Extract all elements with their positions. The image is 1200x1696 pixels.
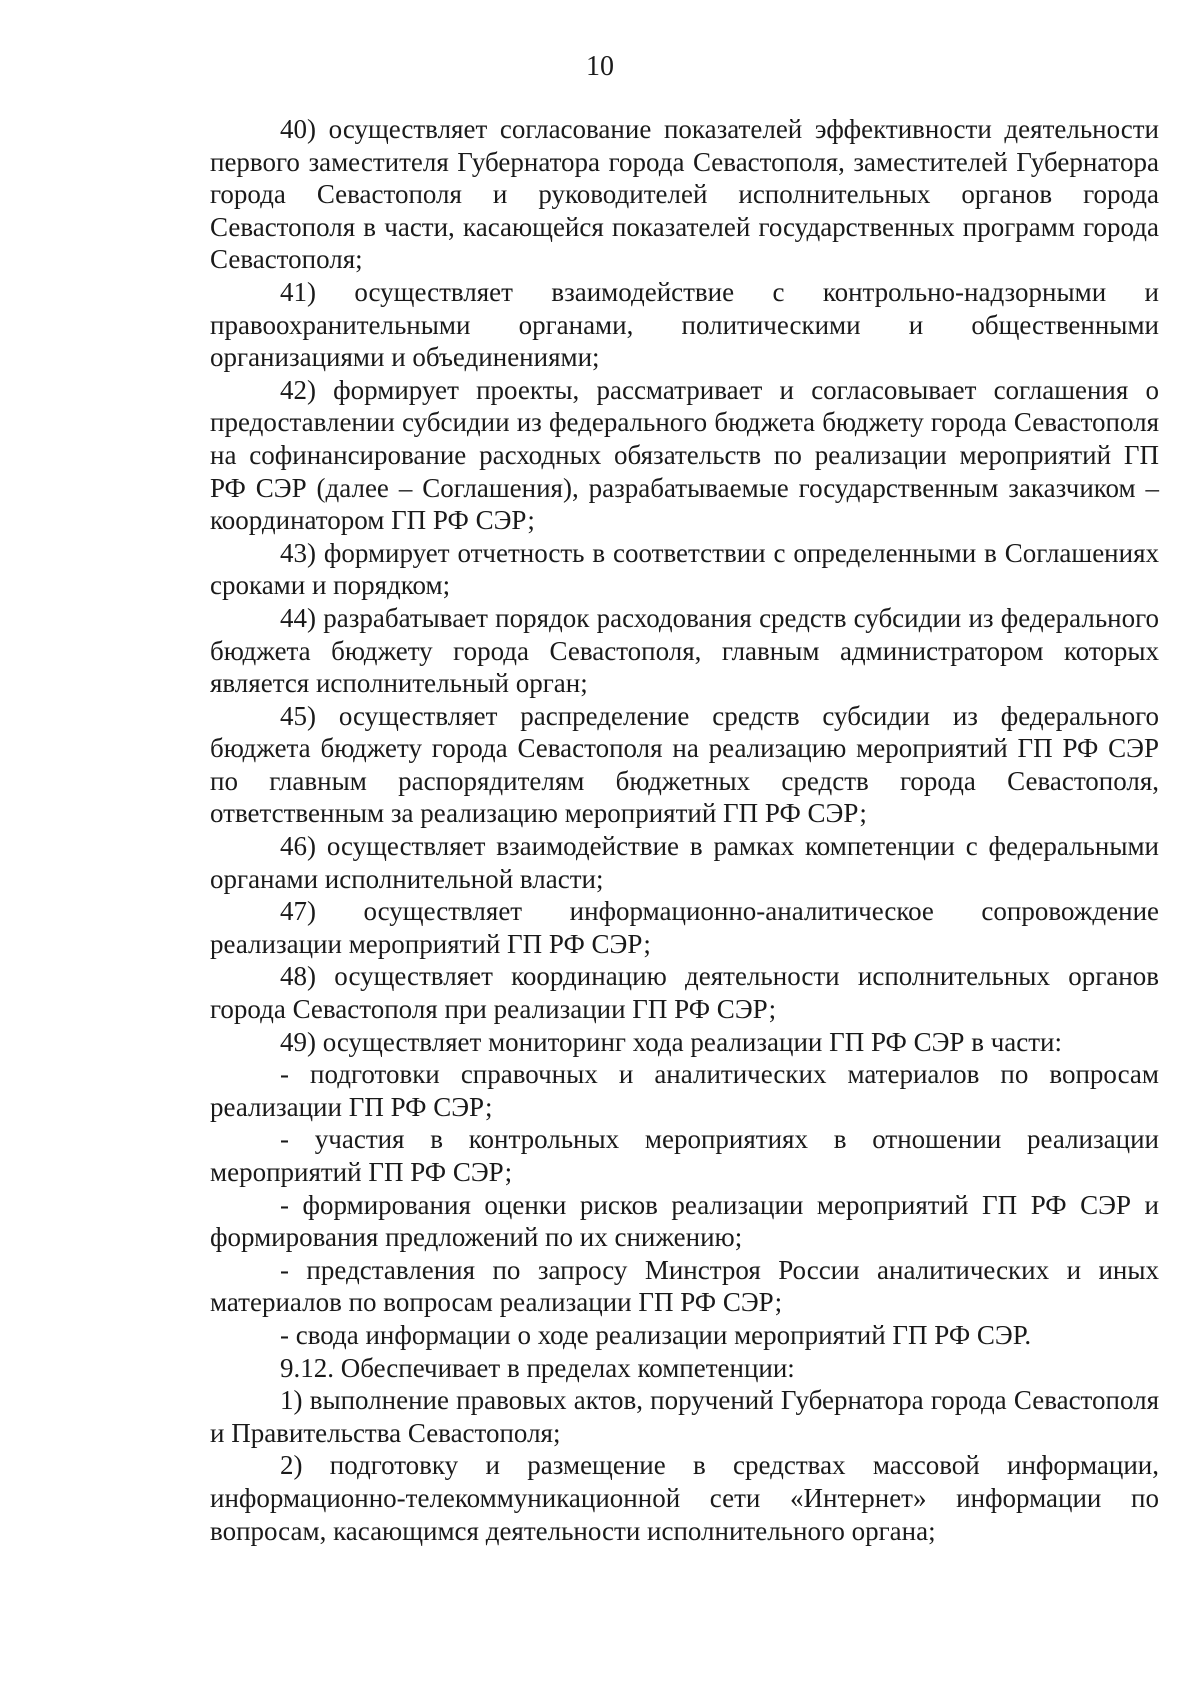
- monitoring-subitem: - формирования оценки рисков реализации мероприятий ГП РФ СЭР и формирования предложений по их снижению;: [210, 1189, 1159, 1253]
- paragraph-item-44: 44) разрабатывает порядок расходования средств субсидии из федерального бюджета бюджету города Севастополя, главным администратором которых является исполнительный орган;: [210, 602, 1159, 699]
- paragraph-item-41: 41) осуществляет взаимодействие с контрольно-надзорными и правоохранительными органами, политическими и общественными организациями и объединениями;: [210, 276, 1159, 373]
- monitoring-subitem: - свода информации о ходе реализации мероприятий ГП РФ СЭР.: [280, 1319, 1032, 1350]
- paragraph-subitem-2: 2) подготовку и размещение в средствах массовой информации, информационно-телекоммуникационной сети «Интернет» информации по вопросам, касающимся деятельности исполнительного органа;: [210, 1450, 1159, 1546]
- paragraph-item-47: 47) осуществляет информационно-аналитическое сопровождение реализации мероприятий ГП РФ СЭР;: [210, 896, 1159, 959]
- paragraph-subitem-1: 1) выполнение правовых актов, поручений Губернатора города Севастополя и Правительства Севастополя;: [210, 1385, 1159, 1448]
- monitoring-subitem: - представления по запросу Минстроя России аналитических и иных материалов по вопросам реализации ГП РФ СЭР;: [210, 1254, 1159, 1318]
- document-body: [210, 113, 1159, 1547]
- paragraph-item-45: 45) осуществляет распределение средств субсидии из федерального бюджета бюджету города Севастополя на реализацию мероприятий ГП РФ СЭР по главным распорядителям бюджетных средств города Севастополя, ответственным за реализацию мероприятий ГП РФ СЭР;: [210, 700, 1159, 829]
- paragraph-item-49: 49) осуществляет мониторинг хода реализации ГП РФ СЭР в части:: [280, 1026, 1062, 1057]
- paragraph-item-43: 43) формирует отчетность в соответствии с определенными в Соглашениях сроками и порядком;: [210, 537, 1159, 601]
- paragraph-item-40: 40) осуществляет согласование показателей эффективности деятельности первого заместителя Губернатора города Севастополя, заместителей Губернатора города Севастополя и руководителей исполнительных органов города Севастополя в части, касающейся показателей государственных программ города Севастополя;: [210, 114, 1159, 275]
- page-number: 10: [586, 51, 614, 82]
- paragraph-item-42: 42) формирует проекты, рассматривает и согласовывает соглашения о предоставлении субсидии из федерального бюджета бюджету города Севастополя на софинансирование расходных обязательств по реализации мероприятий ГП РФ СЭР (далее – Соглашения), разрабатываемые государственным заказчиком – координатором ГП РФ СЭР;: [210, 374, 1159, 536]
- monitoring-subitem: - подготовки справочных и аналитических материалов по вопросам реализации ГП РФ СЭР;: [210, 1059, 1159, 1122]
- monitoring-subitem: - участия в контрольных мероприятиях в отношении реализации мероприятий ГП РФ СЭР;: [210, 1124, 1159, 1187]
- section-heading-9-12: 9.12. Обеспечивает в пределах компетенции:: [280, 1352, 795, 1383]
- paragraph-item-48: 48) осуществляет координацию деятельности исполнительных органов города Севастополя при реализации ГП РФ СЭР;: [210, 961, 1159, 1025]
- paragraph-item-46: 46) осуществляет взаимодействие в рамках компетенции с федеральными органами исполнительной власти;: [210, 831, 1159, 894]
